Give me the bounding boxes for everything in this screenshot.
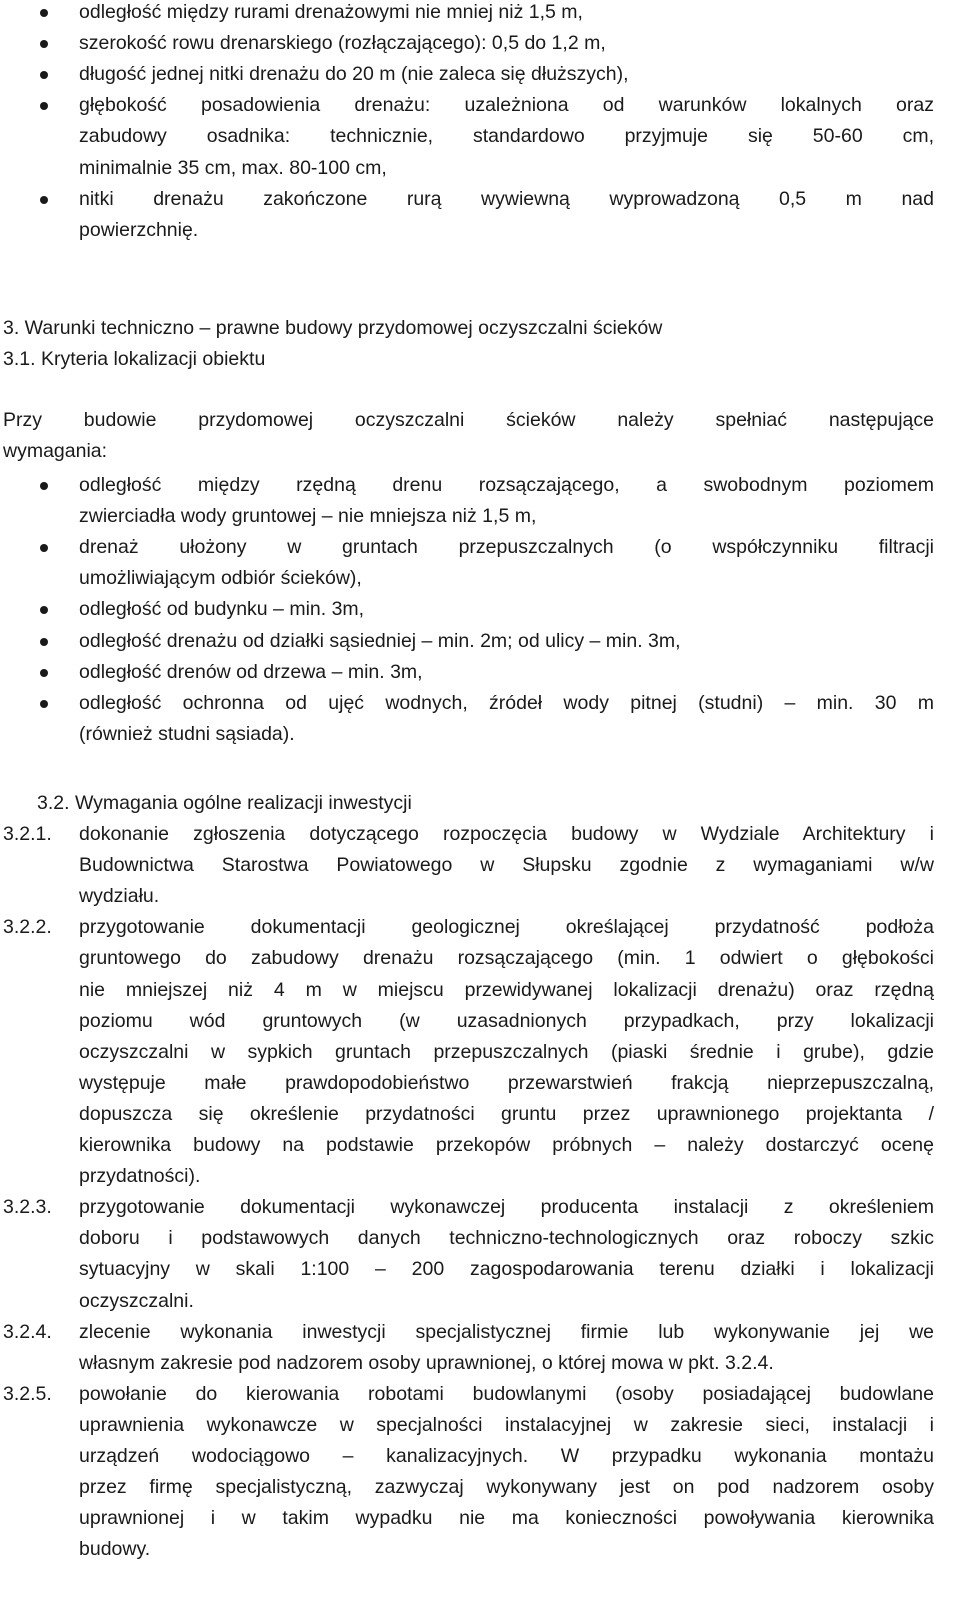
- item-number: 3.2.2.: [3, 916, 52, 939]
- line-text: drenaż ułożony w gruntach przepuszczalnych (o współczynniku filtracji: [79, 536, 934, 559]
- line-text: minimalnie 35 cm, max. 80-100 cm,: [79, 156, 387, 179]
- section-heading: [0, 313, 960, 344]
- requirement-item: [0, 688, 960, 719]
- numbered-item: [0, 1037, 960, 1068]
- numbered-item: [0, 912, 960, 943]
- bullet-icon: [40, 638, 48, 646]
- bullet-item: [0, 59, 960, 90]
- line-text: Przy budowie przydomowej oczyszczalni ścieków należy spełniać następujące: [3, 409, 934, 431]
- bullet-item: [0, 0, 960, 28]
- line-text: odległość drenów od drzewa – min. 3m,: [79, 660, 423, 683]
- bullet-icon: [40, 544, 48, 552]
- line-text: dokonanie zgłoszenia dotyczącego rozpoczęcia budowy w Wydziale Architektury i: [79, 823, 934, 845]
- bullet-icon: [40, 196, 48, 204]
- bullet-item: [0, 121, 960, 152]
- numbered-item: [0, 1441, 960, 1472]
- line-text: uprawnionej i w takim wypadku nie ma konieczności powoływania kierownika: [79, 1507, 934, 1530]
- numbered-item: [0, 1503, 960, 1534]
- line-text: długość jednej nitki drenażu do 20 m (nie zaleca się dłuższych),: [79, 63, 629, 86]
- line-text: powołanie do kierowania robotami budowlanymi (osoby posiadającej budowlane: [79, 1382, 934, 1405]
- numbered-item: [0, 975, 960, 1006]
- bullet-item: [0, 153, 960, 184]
- requirement-item: [0, 626, 960, 657]
- line-text: urządzeń wodociągowo – kanalizacyjnych. W przypadku wykonania montażu: [79, 1445, 934, 1467]
- line-text: zabudowy osadnika: technicznie, standardowo przyjmuje się 50-60 cm,: [79, 125, 934, 148]
- paragraph-line: [0, 436, 960, 467]
- numbered-item: [0, 1068, 960, 1099]
- line-text: odległość drenażu od działki sąsiedniej – min. 2m; od ulicy – min. 3m,: [79, 629, 681, 652]
- numbered-item: [0, 850, 960, 881]
- numbered-item: [0, 1472, 960, 1503]
- numbered-item: [0, 1130, 960, 1161]
- line-text: odległość między rzędną drenu rozsączającego, a swobodnym poziomem: [79, 474, 934, 496]
- subsection-heading: [0, 344, 960, 375]
- line-text: zlecenie wykonania inwestycji specjalistycznej firmie lub wykonywanie jej we: [79, 1320, 934, 1343]
- numbered-item: [0, 1223, 960, 1254]
- line-text: kierownika budowy na podstawie przekopów próbnych – należy dostarczyć ocenę: [79, 1134, 934, 1156]
- bullet-icon: [40, 482, 48, 490]
- line-text: oczyszczalni.: [79, 1289, 194, 1312]
- bullet-item: [0, 28, 960, 59]
- bullet-icon: [40, 669, 48, 677]
- requirement-item: [0, 532, 960, 563]
- numbered-item: [0, 819, 960, 850]
- numbered-item: [0, 1410, 960, 1441]
- bullet-icon: [40, 9, 48, 17]
- line-text: (również studni sąsiada).: [79, 722, 295, 745]
- line-text: poziomu wód gruntowych (w uzasadnionych przypadkach, przy lokalizacji: [79, 1009, 934, 1032]
- line-text: 3. Warunki techniczno – prawne budowy przydomowej oczyszczalni ścieków: [3, 317, 663, 339]
- line-text: zwierciadła wody gruntowej – nie mniejsza niż 1,5 m,: [79, 505, 537, 528]
- numbered-item: [0, 1161, 960, 1192]
- line-text: sytuacyjny w skali 1:100 – 200 zagospodarowania terenu działki i lokalizacji: [79, 1258, 934, 1281]
- requirement-item: [0, 719, 960, 750]
- line-text: doboru i podstawowych danych techniczno-technologicznych oraz roboczy szkic: [79, 1227, 934, 1250]
- line-text: własnym zakresie pod nadzorem osoby uprawnionej, o której mowa w pkt. 3.2.4.: [79, 1351, 774, 1374]
- line-text: głębokość posadowienia drenażu: uzależniona od warunków lokalnych oraz: [79, 94, 934, 117]
- line-text: 3.2. Wymagania ogólne realizacji inwestycji: [37, 792, 412, 814]
- item-number: 3.2.5.: [3, 1382, 52, 1405]
- bullet-item: [0, 184, 960, 215]
- bullet-icon: [40, 71, 48, 79]
- line-text: występuje małe prawdopodobieństwo przewarstwień frakcją nieprzepuszczalną,: [79, 1071, 934, 1094]
- bullet-icon: [40, 40, 48, 48]
- numbered-item: [0, 1534, 960, 1565]
- line-text: dopuszcza się określenie przydatności gruntu przez uprawnionego projektanta /: [79, 1102, 934, 1125]
- requirement-item: [0, 594, 960, 625]
- line-text: wydziału.: [79, 885, 160, 908]
- numbered-item: [0, 943, 960, 974]
- item-number: 3.2.1.: [3, 823, 52, 845]
- line-text: oczyszczalni w sypkich gruntach przepuszczalnych (piaski średnie i grube), gdzie: [79, 1040, 934, 1063]
- line-text: szerokość rowu drenarskiego (rozłączającego): 0,5 do 1,2 m,: [79, 32, 606, 55]
- numbered-item: [0, 1379, 960, 1410]
- line-text: uprawnienia wykonawcze w specjalności instalacyjnej w zakresie sieci, instalacji i: [79, 1413, 934, 1436]
- numbered-item: [0, 1348, 960, 1379]
- line-text: powierzchnię.: [79, 218, 199, 241]
- item-number: 3.2.4.: [3, 1320, 52, 1343]
- line-text: odległość między rurami drenażowymi nie mniej niż 1,5 m,: [79, 1, 583, 23]
- numbered-item: [0, 1006, 960, 1037]
- line-text: wymagania:: [3, 440, 108, 463]
- subsection-heading: [0, 788, 960, 819]
- requirement-item: [0, 501, 960, 532]
- bullet-item: [0, 90, 960, 121]
- line-text: gruntowego do zabudowy drenażu rozsączającego (min. 1 odwiert o głębokości: [79, 947, 934, 970]
- line-text: Budownictwa Starostwa Powiatowego w Słupsku zgodnie z wymaganiami w/w: [79, 854, 934, 877]
- line-text: 3.1. Kryteria lokalizacji obiektu: [3, 348, 266, 371]
- requirement-item: [0, 657, 960, 688]
- numbered-item: [0, 1317, 960, 1348]
- line-text: przydatności).: [79, 1165, 201, 1188]
- requirement-item: [0, 563, 960, 594]
- bullet-icon: [40, 102, 48, 110]
- item-number: 3.2.3.: [3, 1196, 52, 1219]
- numbered-item: [0, 1192, 960, 1223]
- bullet-icon: [40, 700, 48, 708]
- line-text: przygotowanie dokumentacji wykonawczej producenta instalacji z określeniem: [79, 1196, 934, 1219]
- line-text: umożliwiającym odbiór ścieków),: [79, 567, 362, 590]
- line-text: przygotowanie dokumentacji geologicznej określającej przydatność podłoża: [79, 916, 934, 939]
- line-text: nitki drenażu zakończone rurą wywiewną wyprowadzoną 0,5 m nad: [79, 187, 934, 210]
- numbered-item: [0, 881, 960, 912]
- requirement-item: [0, 470, 960, 501]
- numbered-item: [0, 1286, 960, 1317]
- line-text: budowy.: [79, 1538, 151, 1561]
- line-text: przez firmę specjalistyczną, zazwyczaj wykonywany jest on pod nadzorem osoby: [79, 1476, 934, 1499]
- line-text: nie mniejszej niż 4 m w miejscu przewidywanej lokalizacji drenażu) oraz rzędną: [79, 978, 934, 1001]
- numbered-item: [0, 1099, 960, 1130]
- bullet-item: [0, 215, 960, 246]
- paragraph-line: [0, 405, 960, 436]
- bullet-icon: [40, 606, 48, 614]
- numbered-item: [0, 1254, 960, 1285]
- line-text: odległość ochronna od ujęć wodnych, źródeł wody pitnej (studni) – min. 30 m: [79, 691, 934, 714]
- line-text: odległość od budynku – min. 3m,: [79, 598, 365, 621]
